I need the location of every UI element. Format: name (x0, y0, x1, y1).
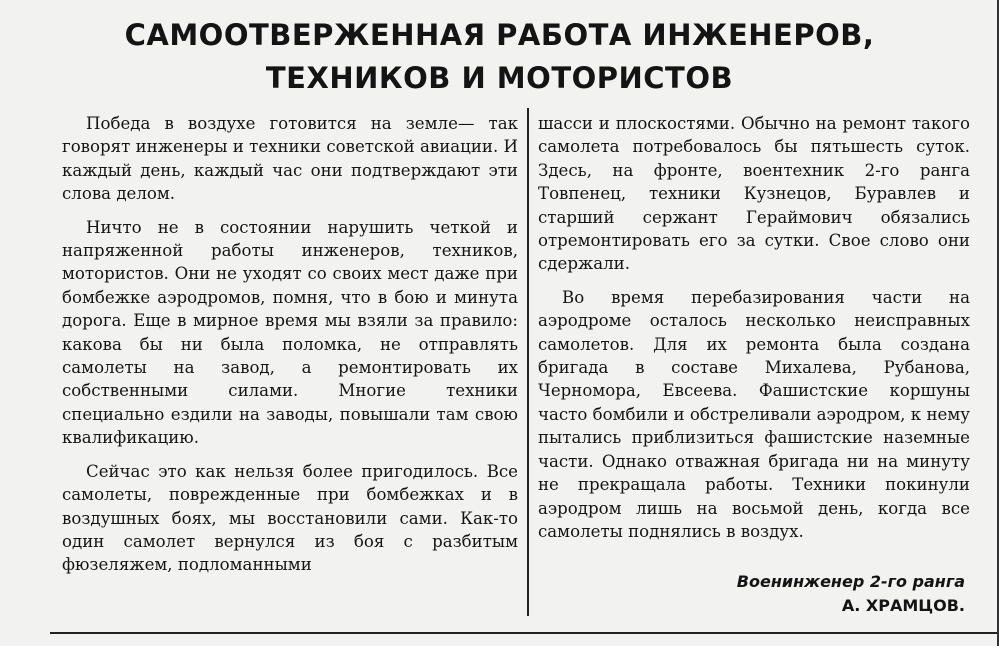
headline-line-2: ТЕХНИКОВ И МОТОРИСТОВ (265, 61, 734, 95)
headline-line-1: САМООТВЕРЖЕННАЯ РАБОТА ИНЖЕНЕРОВ, (124, 18, 875, 52)
left-column (62, 112, 518, 587)
paragraph: Сейчас это как нельзя более пригодилось. Все самолеты, поврежденные при бомбежках и в воздушных боях, мы восстановили сами. Как-то один самолет вернулся из боя с разбитым фюзеляжем, подломанными (62, 461, 518, 575)
author-signature (737, 570, 965, 618)
author-title: Военинженер 2-го ранга (736, 572, 965, 591)
right-column (538, 112, 970, 553)
paragraph: Во время перебазирования части на аэродроме осталось несколько неисправных самолетов. Для их ремонта была создана бригада в составе Михалева, Рубанова, Черномора, Евсеева. Фашистские коршуны часто бомбили и обстреливали аэродром, к нему пытались приблизиться фашистские наземные части. Однако отважная бригада ни на минуту не прекращала работы. Техники покинули аэродром лишь на восьмой день, когда все самолеты поднялись в воздух. (538, 287, 970, 541)
bottom-rule (50, 632, 999, 634)
author-name: А. ХРАМЦОВ. (841, 596, 965, 615)
paragraph: Победа в воздухе готовится на земле— так говорят инженеры и техники советской авиации. И каждый день, каждый час они подтверждают эти слова делом. (62, 114, 518, 204)
paragraph: шасси и плоскостями. Обычно на ремонт такого самолета потребовалось бы пятьшесть суток. Здесь, на фронте, воентехник 2-го ранга Товпенец, техники Кузнецов, Буравлев и старший сержант Гераймович обязались отремонтировать его за сутки. Свое слово они сдержали. (538, 114, 970, 274)
article-headline (0, 14, 999, 100)
paragraph: Ничто не в состоянии нарушить четкой и напряженной работы инженеров, техников, мотористов. Они не уходят со своих мест даже при бомбежке аэродромов, помня, что в бою и минута дорога. Еще в мирное время мы взяли за правило: какова бы ни была поломка, не отправлять самолеты на завод, а ремонтировать их собственными силами. Многие техники специально ездили на заводы, повышали там свою квалификацию. (62, 217, 518, 448)
column-divider (527, 108, 529, 616)
